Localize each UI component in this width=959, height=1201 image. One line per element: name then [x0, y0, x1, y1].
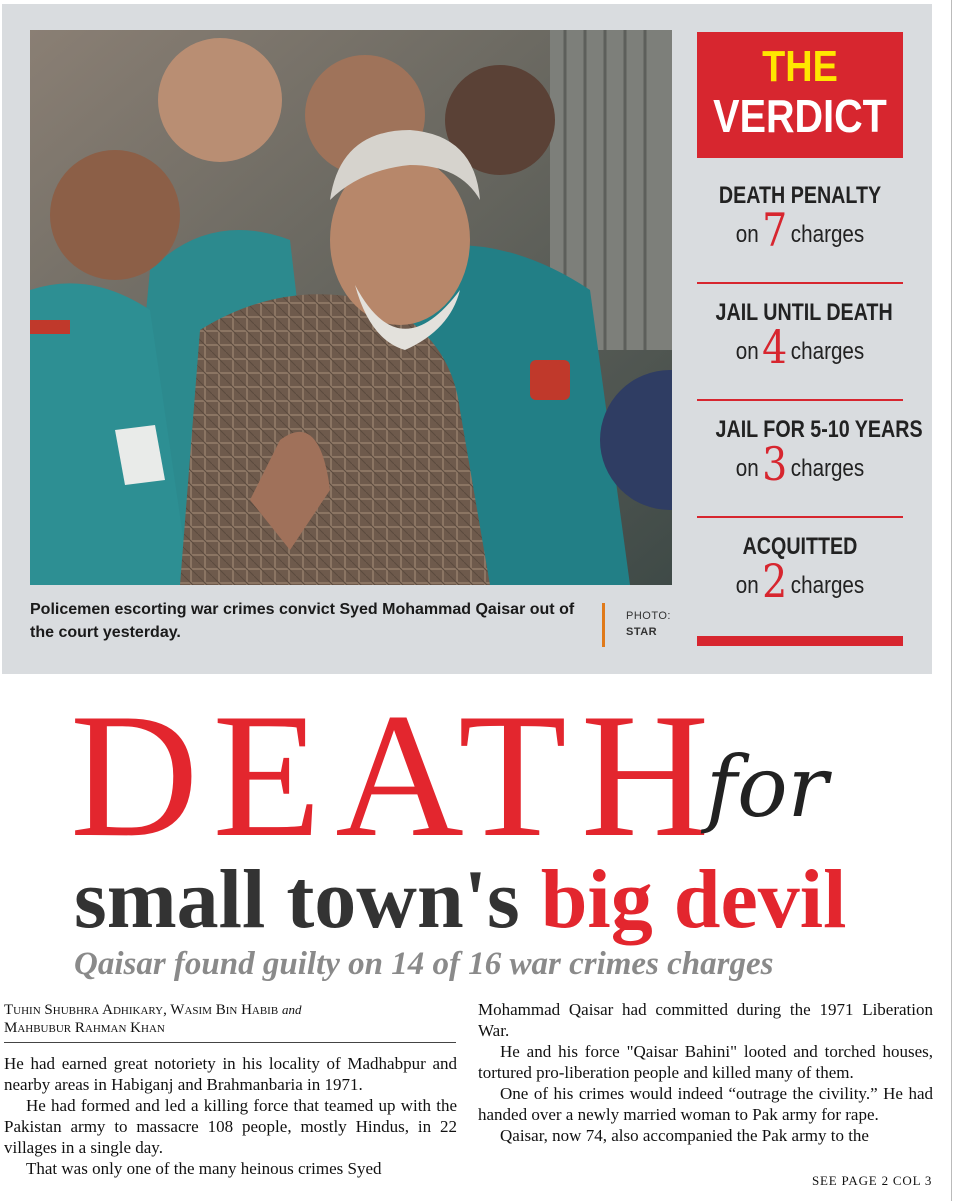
verdict-item-acquitted: [697, 533, 903, 606]
article-column-2: [478, 999, 933, 1146]
verdict-item-count-line: [711, 203, 888, 257]
headline-line2-red: big devil: [540, 853, 847, 946]
verdict-item-death-penalty: [697, 182, 903, 255]
verdict-item-count: 3: [762, 437, 788, 491]
verdict-item-suffix: charges: [790, 338, 865, 365]
verdict-item-suffix: charges: [790, 455, 865, 482]
verdict-item-suffix: charges: [790, 221, 865, 248]
verdict-title-line1: THE: [762, 42, 838, 91]
verdict-divider: [697, 282, 903, 284]
article-paragraph: Mohammad Qaisar had committed during the 1971 Liberation War.: [478, 1000, 933, 1040]
verdict-title-line2: VERDICT: [713, 90, 887, 142]
verdict-item-count-line: [711, 554, 888, 608]
byline-authors-2: Mahbubur Rahman Khan: [4, 1020, 165, 1036]
article-paragraph: Qaisar, now 74, also accompanied the Pak army to the: [500, 1126, 869, 1145]
verdict-item-suffix: charges: [790, 572, 865, 599]
article-paragraph: He had formed and led a killing force that teamed up with the Pakistan army to massacre 108 people, mostly Hindus, in 22 villages in a single day.: [4, 1096, 457, 1157]
photo-credit-source: STAR: [626, 626, 658, 638]
verdict-item-count: 4: [762, 320, 788, 374]
verdict-item-count-line: [711, 437, 888, 491]
verdict-item-prefix: on: [735, 455, 759, 482]
photo-credit: [626, 608, 671, 640]
verdict-item-label: DEATH PENALTY: [718, 182, 882, 209]
photo-caption: Policemen escorting war crimes convict Syed Mohammad Qaisar out of the court yesterday.: [30, 601, 575, 641]
credit-divider: [602, 603, 605, 647]
verdict-title-box: [697, 32, 903, 158]
byline-and: and: [281, 1002, 302, 1017]
verdict-item-jail-until-death: [697, 299, 903, 372]
verdict-item-count-line: [711, 320, 888, 374]
lead-photo-illustration: [30, 30, 672, 585]
article-paragraph: One of his crimes would indeed “outrage the civility.” He had handed over a newly married woman to Pak army for rape.: [478, 1084, 933, 1124]
article-paragraph: He had earned great notoriety in his locality of Madhabpur and nearby areas in Habiganj and Brahmanbaria in 1971.: [4, 1054, 457, 1094]
page-edge-rule: [951, 0, 952, 1201]
verdict-item-count: 7: [762, 203, 788, 257]
verdict-item-prefix: on: [735, 221, 759, 248]
subheadline: Qaisar found guilty on 14 of 16 war crimes charges: [74, 946, 774, 982]
headline-for: for: [706, 738, 828, 836]
verdict-item-count: 2: [762, 554, 788, 608]
byline-authors-1: Tuhin Shubhra Adhikary, Wasim Bin Habib: [4, 1002, 279, 1018]
headline-line2: [74, 852, 846, 948]
verdict-item-label: JAIL UNTIL DEATH: [715, 299, 893, 326]
verdict-item-label: JAIL FOR 5-10 YEARS: [715, 416, 923, 443]
verdict-item-label: ACQUITTED: [742, 533, 858, 560]
verdict-item-prefix: on: [735, 338, 759, 365]
article-column-1: [4, 1053, 457, 1179]
headline-line2-dark: small town's: [74, 853, 520, 946]
byline: [4, 1001, 456, 1037]
verdict-bottom-bar: [697, 636, 903, 646]
verdict-item-prefix: on: [735, 572, 759, 599]
photo-credit-label: PHOTO:: [626, 610, 671, 622]
verdict-divider: [697, 399, 903, 401]
article-paragraph: He and his force "Qaisar Bahini" looted and torched houses, tortured pro-liberation people and killed many of them.: [478, 1042, 933, 1082]
headline-death: DEATH: [70, 676, 724, 874]
byline-rule: [4, 1042, 456, 1043]
continuation-link[interactable]: SEE PAGE 2 COL 3: [812, 1173, 933, 1188]
verdict-divider: [697, 516, 903, 518]
article-paragraph: That was only one of the many heinous crimes Syed: [26, 1159, 382, 1178]
verdict-item-jail-5-10-years: [697, 416, 923, 491]
lead-photo: [30, 30, 672, 585]
